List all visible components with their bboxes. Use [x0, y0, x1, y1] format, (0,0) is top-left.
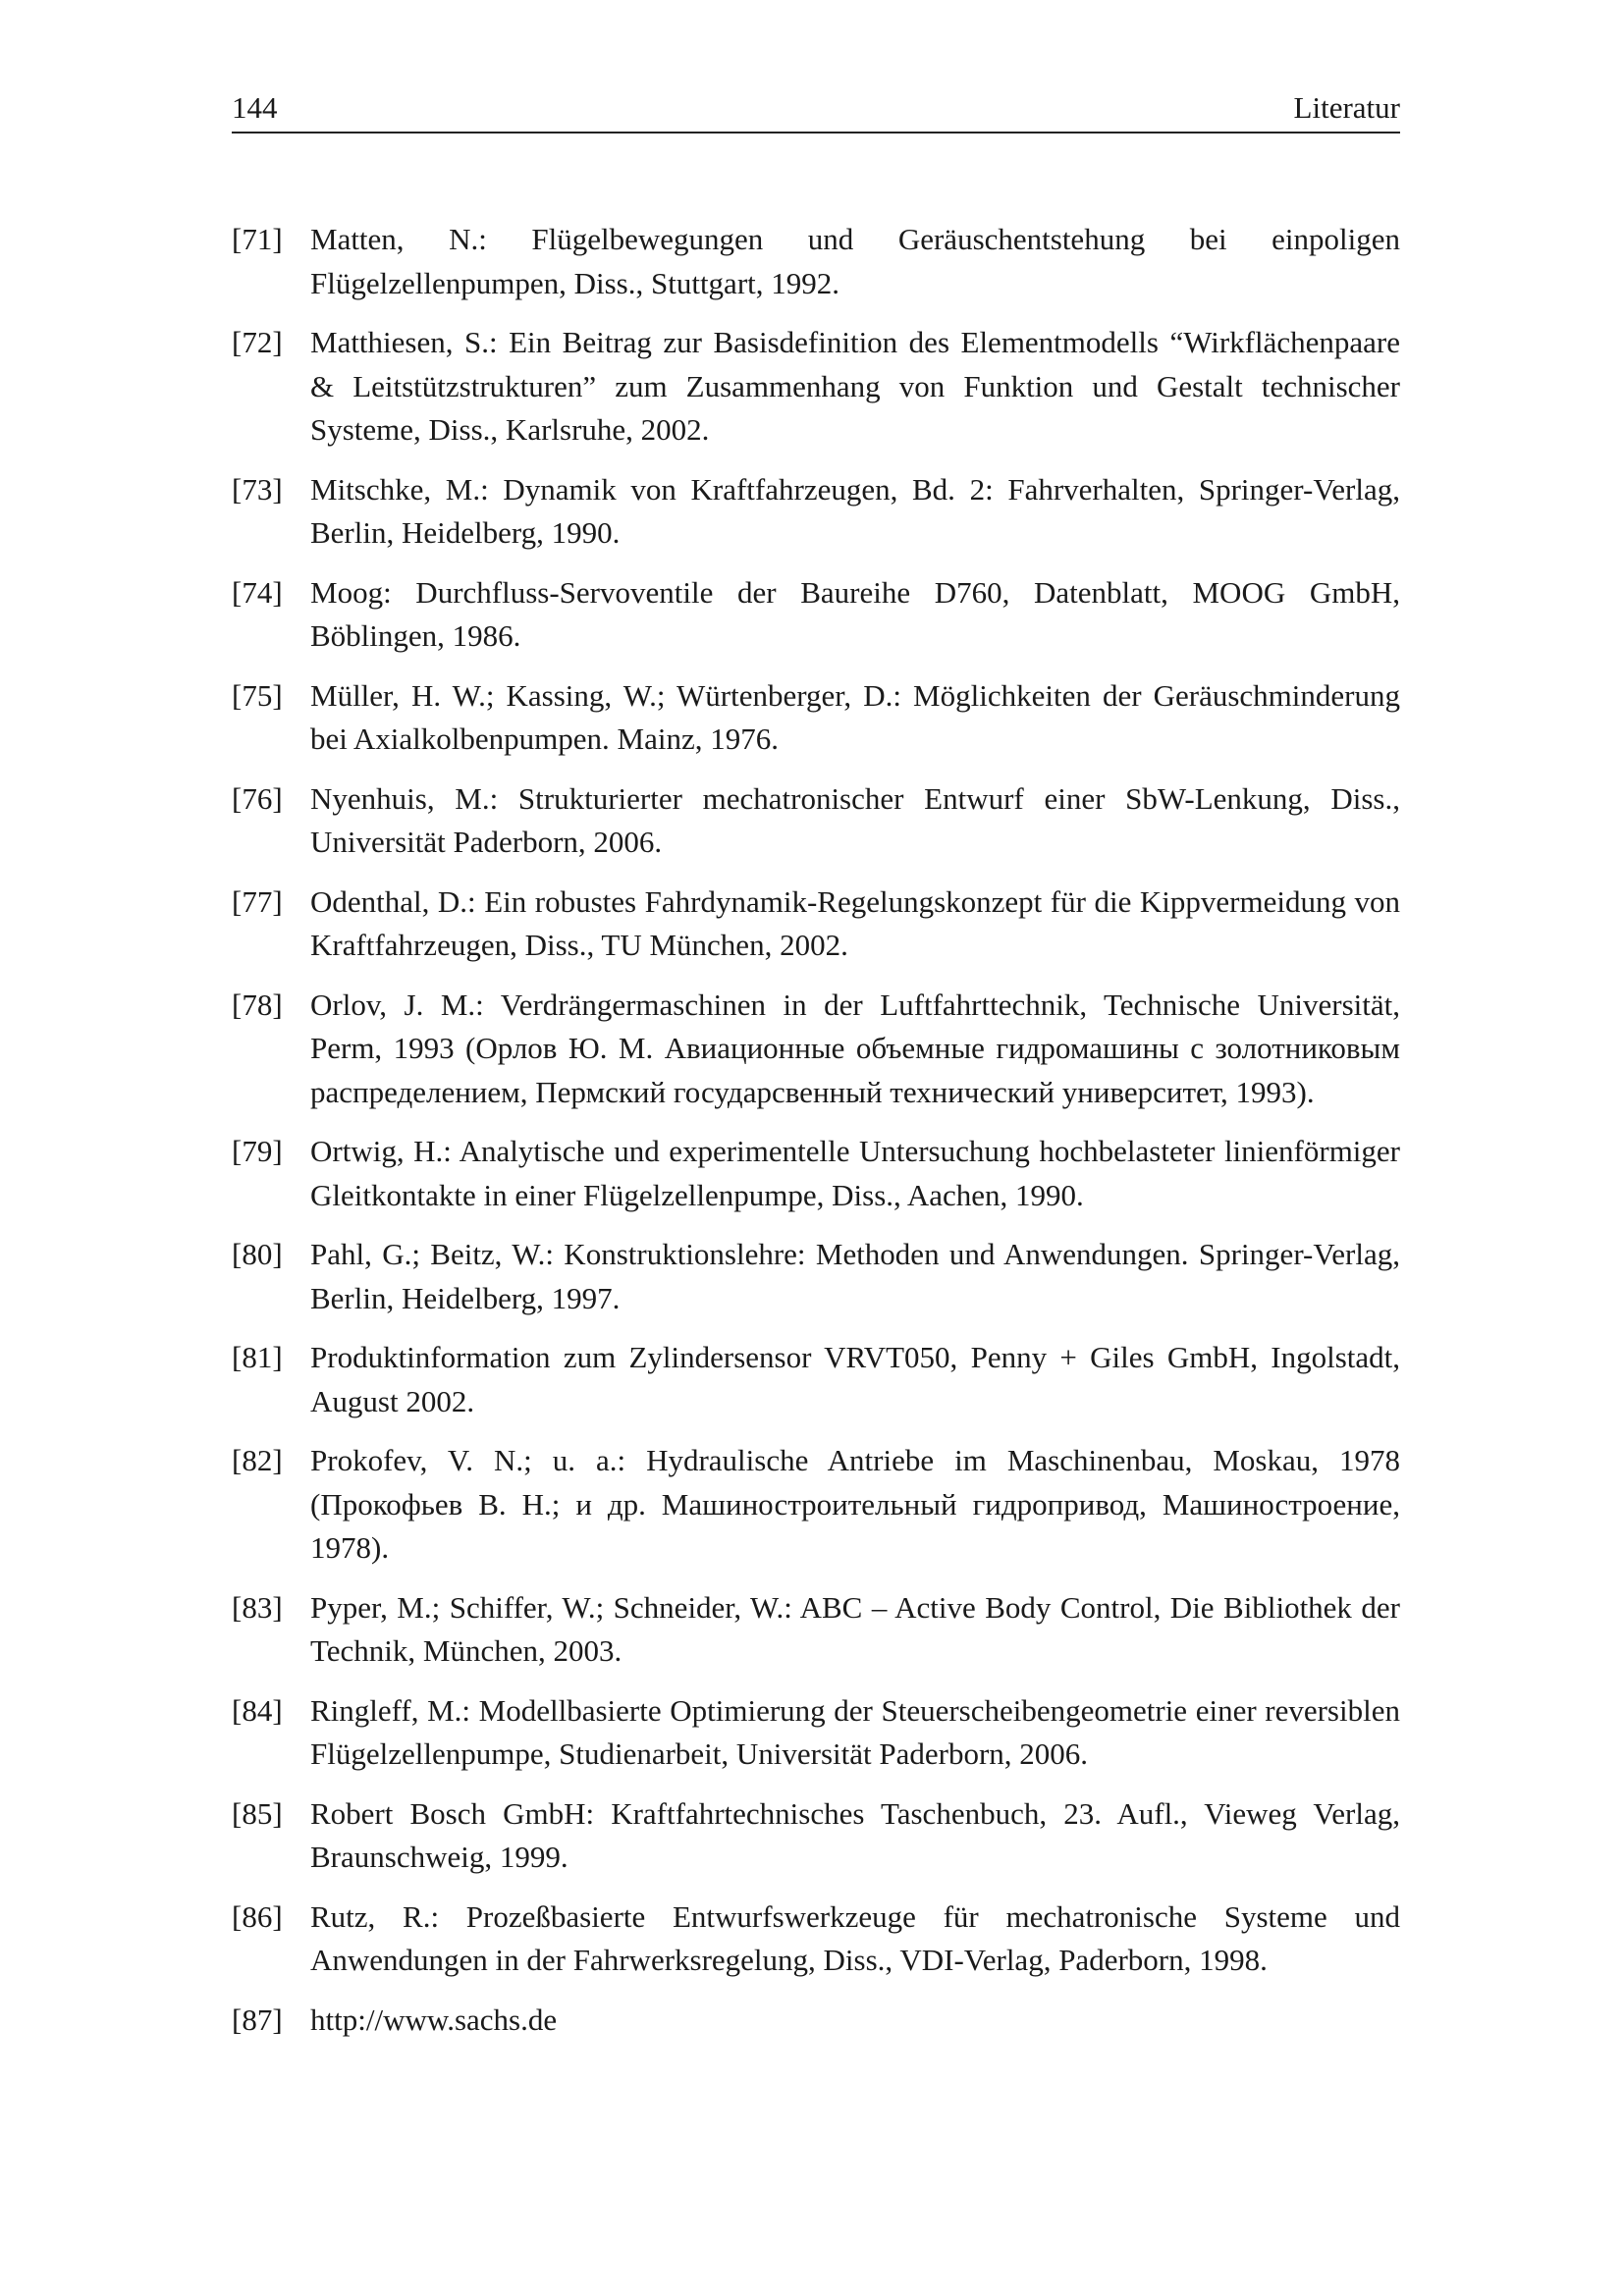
- reference-list: [232, 218, 1400, 2057]
- reference-text: Nyenhuis, M.: Strukturierter mechatronischer Entwurf einer SbW-Lenkung, Diss., Universität Paderborn, 2006.: [310, 780, 1400, 859]
- reference-number: [79]: [232, 1134, 283, 1168]
- reference-number: [76]: [232, 780, 283, 816]
- reference-item: [232, 1233, 1400, 1320]
- reference-number: [86]: [232, 1898, 283, 1934]
- reference-item: [232, 1689, 1400, 1777]
- reference-item: [232, 468, 1400, 556]
- reference-item: [232, 321, 1400, 453]
- reference-item: [232, 218, 1400, 305]
- reference-number: [74]: [232, 574, 283, 610]
- reference-item: [232, 1439, 1400, 1571]
- reference-text: Pahl, G.; Beitz, W.: Konstruktionslehre: Methoden und Anwendungen. Springer-Verlag, Berlin, Heidelberg, 1997.: [310, 1237, 1400, 1315]
- reference-item: [232, 1336, 1400, 1423]
- reference-text: Pyper, M.; Schiffer, W.; Schneider, W.: ABC – Active Body Control, Die Bibliothek der Technik, München, 2003.: [310, 1589, 1400, 1668]
- reference-number: [83]: [232, 1589, 283, 1625]
- reference-number: [81]: [232, 1340, 283, 1374]
- reference-text: Mitschke, M.: Dynamik von Kraftfahrzeugen, Bd. 2: Fahrverhalten, Springer-Verlag, Berlin, Heidelberg, 1990.: [310, 471, 1400, 550]
- reference-text: Ortwig, H.: Analytische und experimentelle Untersuchung hochbelasteter linienförmiger Gleitkontakte in einer Flügelzellenpumpe, Diss., Aachen, 1990.: [310, 1134, 1400, 1212]
- section-title: Literatur: [1293, 90, 1400, 125]
- reference-item: [232, 1999, 1400, 2043]
- reference-item: [232, 881, 1400, 968]
- reference-item: [232, 777, 1400, 865]
- reference-item: [232, 984, 1400, 1115]
- reference-item: [232, 1792, 1400, 1880]
- reference-text: Rutz, R.: Prozeßbasierte Entwurfswerkzeuge für mechatronische Systeme und Anwendungen in der Fahrwerksregelung, Diss., VDI-Verlag, Paderborn, 1998.: [310, 1898, 1400, 1977]
- reference-text: Produktinformation zum Zylindersensor VRVT050, Penny + Giles GmbH, Ingolstadt, August 2002.: [310, 1340, 1400, 1418]
- reference-number: [85]: [232, 1795, 283, 1831]
- reference-text: Ringleff, M.: Modellbasierte Optimierung der Steuerscheibengeometrie einer reversiblen Flügelzellenpumpe, Studienarbeit, Universität Paderborn, 2006.: [310, 1692, 1400, 1771]
- reference-text: Matthiesen, S.: Ein Beitrag zur Basisdefinition des Elementmodells “Wirkflächenpaare & Leitstützstrukturen” zum Zusammenhang von Funktion und Gestalt technischer Systeme, Diss., Karlsruhe, 2002.: [310, 325, 1400, 447]
- reference-number: [73]: [232, 471, 283, 507]
- reference-text: Robert Bosch GmbH: Kraftfahrtechnisches Taschenbuch, 23. Aufl., Vieweg Verlag, Braunschweig, 1999.: [310, 1795, 1400, 1874]
- reference-text: Moog: Durchfluss-Servoventile der Baureihe D760, Datenblatt, MOOG GmbH, Böblingen, 1986.: [310, 574, 1400, 653]
- reference-item: [232, 674, 1400, 762]
- reference-number: [75]: [232, 677, 283, 713]
- reference-text: Prokofev, V. N.; u. a.: Hydraulische Antriebe im Maschinenbau, Moskau, 1978 (Прокофьев В. Н.; и др. Машиностроительный гидропривод, Машиностроение, 1978).: [310, 1443, 1400, 1565]
- reference-number: [77]: [232, 883, 283, 919]
- reference-number: [71]: [232, 222, 283, 256]
- reference-number: [80]: [232, 1237, 283, 1271]
- reference-number: [78]: [232, 987, 283, 1022]
- reference-text: Müller, H. W.; Kassing, W.; Würtenberger, D.: Möglichkeiten der Geräuschminderung bei Axialkolbenpumpen. Mainz, 1976.: [310, 677, 1400, 756]
- reference-text: Odenthal, D.: Ein robustes Fahrdynamik-Regelungskonzept für die Kippvermeidung von Kraftfahrzeugen, Diss., TU München, 2002.: [310, 883, 1400, 962]
- reference-item: [232, 1896, 1400, 1983]
- reference-number: [72]: [232, 325, 283, 359]
- reference-item: [232, 571, 1400, 659]
- reference-number: [84]: [232, 1692, 283, 1728]
- reference-item: [232, 1130, 1400, 1217]
- reference-link[interactable]: http://www.sachs.de: [310, 2002, 558, 2037]
- reference-text: Matten, N.: Flügelbewegungen und Geräuschentstehung bei einpoligen Flügelzellenpumpen, Diss., Stuttgart, 1992.: [310, 222, 1400, 300]
- reference-number: [82]: [232, 1443, 283, 1477]
- page-header: [232, 86, 1400, 133]
- reference-number: [87]: [232, 2002, 283, 2037]
- reference-text: Orlov, J. M.: Verdrängermaschinen in der Luftfahrttechnik, Technische Universität, Perm, 1993 (Орлов Ю. М. Авиационные объемные гидромашины с золотниковым распределением, Пермский государсвенный технический университет, 1993).: [310, 987, 1400, 1109]
- page-number: 144: [232, 90, 278, 125]
- reference-item: [232, 1586, 1400, 1674]
